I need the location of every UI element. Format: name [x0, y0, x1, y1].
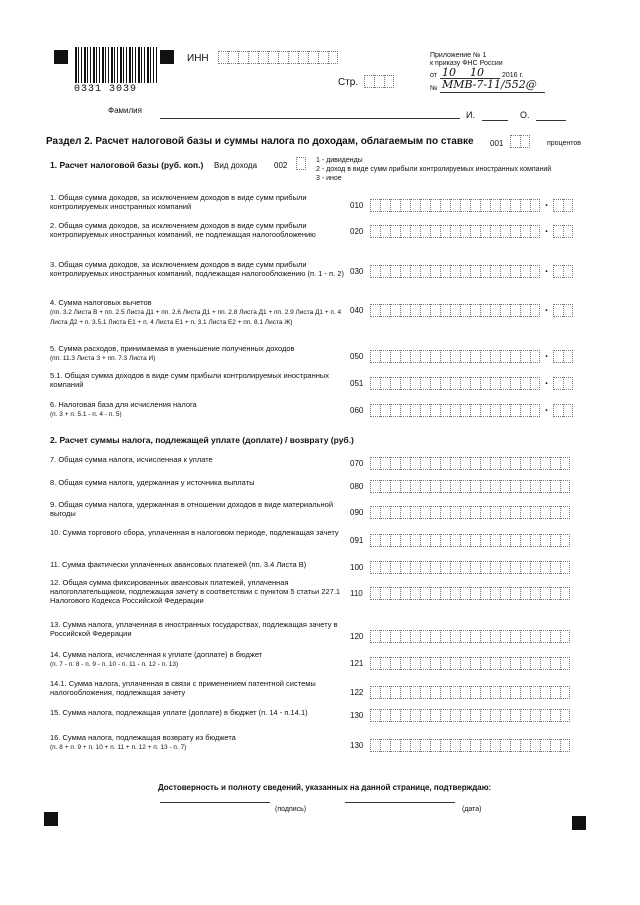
row-code: 130	[350, 711, 364, 720]
amount-cells[interactable]	[370, 561, 570, 574]
row-label-sub: (п. 7 - п. 8 - п. 9 - п. 10 - п. 11 - п. 12 - п. 13)	[50, 661, 179, 668]
amount-rub-cells[interactable]	[370, 265, 540, 278]
row-label-text: 14.1. Сумма налога, уплаченная в связи с применением патентной системы налогообложения, подлежащая зачету	[50, 679, 316, 697]
row-label-sub: (пп. 11.3 Листа З + пп. 7.3 Листа И)	[50, 355, 156, 362]
page-cells[interactable]	[364, 75, 394, 88]
row-label-text: 3. Общая сумма доходов, за исключением доходов в виде сумм прибыли контролируемых иностранных компаний, подлежащая налогообложению (п. 1 - п. 2)	[50, 260, 344, 278]
row-label-sub: (п. 3 + п. 5.1 - п. 4 - п. 5)	[50, 411, 122, 418]
row-label	[50, 478, 350, 487]
amount-kop-cells[interactable]	[553, 350, 573, 363]
inn-cells[interactable]	[218, 51, 338, 64]
part2-title: 2. Расчет суммы налога, подлежащей уплате (доплате) / возврату (руб.)	[50, 435, 354, 445]
amount-kop-cells[interactable]	[553, 265, 573, 278]
decimal-point: .	[545, 197, 549, 209]
amount-kop-cells[interactable]	[553, 377, 573, 390]
part1-title: 1. Расчет налоговой базы (руб. коп.)	[50, 160, 204, 170]
row-label	[50, 560, 350, 569]
decimal-point: .	[545, 348, 549, 360]
section-title: Раздел 2. Расчет налоговой базы и суммы налога по доходам, облагаемым по ставке	[46, 136, 474, 147]
decimal-point: .	[545, 375, 549, 387]
row-label-text: 12. Общая сумма фиксированных авансовых платежей, уплаченная налогоплательщиком, подлежащая зачету в соответствии с пунктом 5 статьи 227.1 Налогового Кодекса Российской Федерации	[50, 578, 341, 605]
row-label-text: 9. Общая сумма налога, удержанная в отношении доходов в виде материальной выгоды	[50, 500, 334, 518]
percent-label: процентов	[547, 140, 582, 147]
amount-cells[interactable]	[370, 657, 570, 670]
decimal-point: .	[545, 263, 549, 275]
row-code: 020	[350, 227, 364, 236]
corner-marker-bottom-right	[572, 816, 586, 830]
row-label-text: 13. Сумма налога, уплаченная в иностранных государствах, подлежащая зачету в Российской Федерации	[50, 620, 338, 638]
income-type-cell[interactable]	[296, 157, 306, 170]
row-code: 110	[350, 589, 363, 598]
row-label	[50, 344, 350, 363]
rate-cells[interactable]	[510, 135, 530, 148]
row-label-text: 7. Общая сумма налога, исчисленная к уплате	[50, 455, 213, 464]
barcode-number: 0331 3039	[74, 84, 138, 95]
row-code: 050	[350, 352, 364, 361]
amount-kop-cells[interactable]	[553, 225, 573, 238]
row-label-text: 8. Общая сумма налога, удержанная у источника выплаты	[50, 478, 255, 487]
row-label	[50, 371, 350, 389]
income-option-2: 2 - доход в виде сумм прибыли контролируемых иностранных компаний	[316, 166, 552, 173]
row-label	[50, 578, 350, 605]
surname-field[interactable]	[160, 118, 460, 119]
amount-rub-cells[interactable]	[370, 225, 540, 238]
row-label-text: 4. Сумма налоговых вычетов	[50, 298, 152, 307]
row-label-text: 5.1. Общая сумма доходов в виде сумм прибыли контролируемых иностранных компаний	[50, 371, 330, 389]
row-code: 091	[350, 536, 364, 545]
amount-rub-cells[interactable]	[370, 199, 540, 212]
row-label-text: 15. Сумма налога, подлежащая уплате (доплате) в бюджет (п. 14 - п.14.1)	[50, 708, 308, 717]
amount-kop-cells[interactable]	[553, 404, 573, 417]
row-label-text: 14. Сумма налога, исчисленная к уплате (доплате) в бюджет	[50, 650, 263, 659]
row-code: 040	[350, 306, 364, 315]
income-type-code: 002	[274, 161, 288, 170]
appendix-line-2: к приказу ФНС России	[430, 60, 503, 67]
date-day: 10	[442, 66, 456, 79]
row-label	[50, 400, 350, 419]
signature-field[interactable]	[160, 802, 270, 803]
certify-text: Достоверность и полноту сведений, указанных на данной странице, подтверждаю:	[158, 783, 492, 792]
corner-marker-top-center	[160, 50, 174, 64]
initial-o-label: О.	[520, 110, 530, 120]
amount-cells[interactable]	[370, 534, 570, 547]
row-label	[50, 733, 350, 752]
initial-i-field[interactable]	[482, 120, 508, 121]
inn-label: ИНН	[187, 53, 209, 64]
row-label-text: 5. Сумма расходов, принимаемая в уменьшение полученных доходов	[50, 344, 295, 353]
row-label-sub: (п. 8 + п. 9 + п. 10 + п. 11 + п. 12 + п. 13 - п. 7)	[50, 744, 187, 751]
barcode	[75, 47, 157, 83]
row-label	[50, 708, 350, 717]
amount-kop-cells[interactable]	[553, 199, 573, 212]
decimal-point: .	[545, 402, 549, 414]
row-label	[50, 298, 350, 327]
amount-kop-cells[interactable]	[553, 304, 573, 317]
row-code: 080	[350, 482, 364, 491]
row-label-text: 6. Налоговая база для исчисления налога	[50, 400, 197, 409]
amount-cells[interactable]	[370, 457, 570, 470]
row-label-text: 16. Сумма налога, подлежащая возврату из бюджета	[50, 733, 236, 742]
row-label	[50, 679, 350, 697]
row-code: 121	[350, 659, 364, 668]
row-label	[50, 528, 350, 537]
row-code: 122	[350, 688, 364, 697]
row-code: 130	[350, 741, 364, 750]
appendix-line-1: Приложение № 1	[430, 52, 487, 59]
row-code: 030	[350, 267, 364, 276]
income-option-3: 3 - иное	[316, 175, 342, 182]
order-prefix: №	[430, 85, 438, 92]
surname-label: Фамилия	[108, 106, 142, 115]
row-label	[50, 620, 350, 638]
row-label	[50, 193, 350, 211]
order-number: ММВ-7-11/552@	[442, 78, 537, 91]
row-code: 100	[350, 563, 364, 572]
amount-rub-cells[interactable]	[370, 404, 540, 417]
amount-cells[interactable]	[370, 587, 570, 600]
date-label: (дата)	[462, 806, 482, 813]
initial-i-label: И.	[466, 110, 475, 120]
decimal-point: .	[545, 302, 549, 314]
page-label: Стр.	[338, 77, 359, 88]
row-code: 060	[350, 406, 364, 415]
row-label	[50, 500, 350, 518]
rate-code: 001	[490, 139, 504, 148]
row-code: 070	[350, 459, 364, 468]
corner-marker-top-left	[54, 50, 68, 64]
row-label-text: 10. Сумма торгового сбора, уплаченная в налоговом периоде, подлежащая зачету	[50, 528, 339, 537]
amount-cells[interactable]	[370, 630, 570, 643]
date-prefix: от	[430, 72, 437, 79]
row-label	[50, 455, 350, 464]
signature-label: (подпись)	[275, 806, 307, 813]
amount-cells[interactable]	[370, 686, 570, 699]
date-month: 10	[470, 66, 484, 79]
amount-cells[interactable]	[370, 739, 570, 752]
row-label	[50, 260, 350, 278]
row-label	[50, 650, 350, 669]
row-code: 090	[350, 508, 364, 517]
row-label-text: 11. Сумма фактически уплаченных авансовых платежей (пп. 3.4 Листа В)	[50, 560, 307, 569]
corner-marker-bottom-left	[44, 812, 58, 826]
row-label-text: 2. Общая сумма доходов, за исключением доходов в виде сумм прибыли контролируемых иностранных компаний, не подлежащая налогообложению	[50, 221, 316, 239]
date-year: 2016 г.	[502, 72, 524, 79]
amount-cells[interactable]	[370, 709, 570, 722]
income-type-label: Вид дохода	[214, 161, 258, 170]
row-code: 120	[350, 632, 364, 641]
income-option-1: 1 - дивиденды	[316, 157, 363, 164]
amount-cells[interactable]	[370, 480, 570, 493]
row-code: 051	[350, 379, 364, 388]
decimal-point: .	[545, 223, 549, 235]
date-field[interactable]	[345, 802, 455, 803]
amount-rub-cells[interactable]	[370, 377, 540, 390]
initial-o-field[interactable]	[536, 120, 566, 121]
row-label	[50, 221, 350, 239]
amount-rub-cells[interactable]	[370, 350, 540, 363]
amount-rub-cells[interactable]	[370, 304, 540, 317]
amount-cells[interactable]	[370, 506, 570, 519]
row-label-text: 1. Общая сумма доходов, за исключением доходов в виде сумм прибыли контролируемых иностранных компаний	[50, 193, 307, 211]
row-code: 010	[350, 201, 364, 210]
row-label-sub: (пп. 3.2 Листа В + пп. 2.5 Листа Д1 + пп. 2.6 Листа Д1 + пп. 2.8 Листа Д1 + пп. 2.9 Листа Д1 + п. 4 Листа Д2 + п. 3.5.1 Листа Е1 + п. 4 Листа Е1 + п. 3.1 Листа Е2 + пп. 8.1 Листа Ж)	[50, 309, 342, 326]
